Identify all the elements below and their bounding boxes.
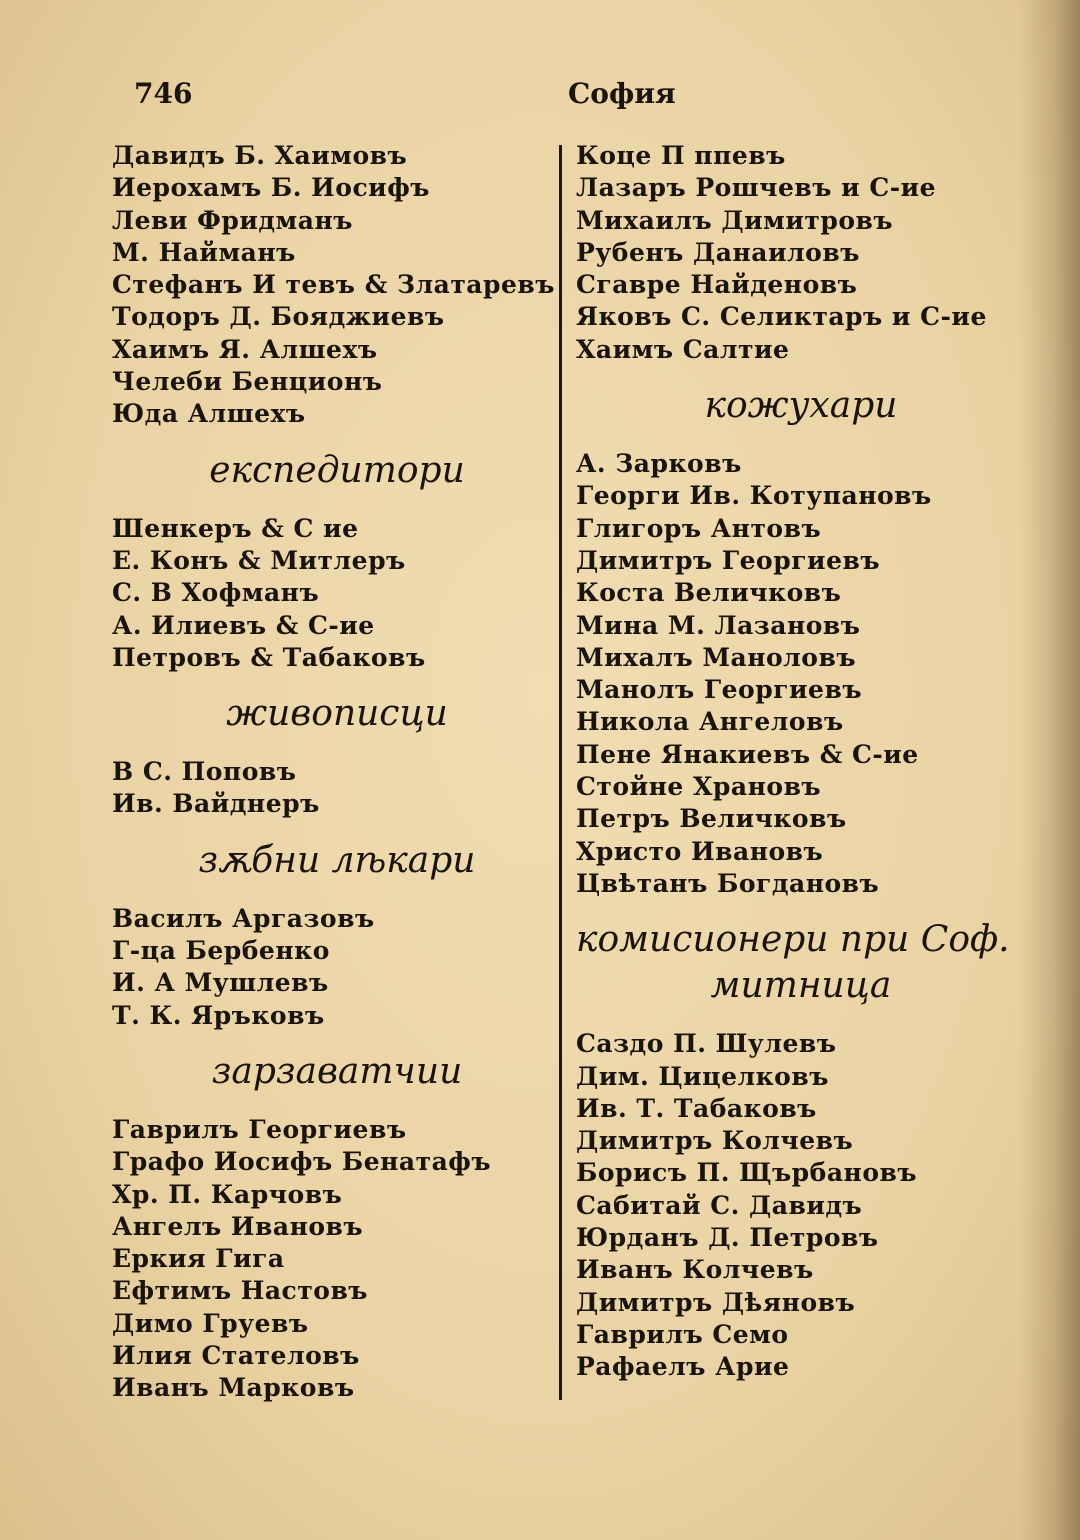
list-item: Челеби Бенционъ bbox=[112, 367, 383, 397]
list-item: Яковъ С. Селиктаръ и С-ие bbox=[576, 302, 987, 332]
list-item: Стойне Храновъ bbox=[576, 772, 822, 802]
list-item: Димитръ Дѣяновъ bbox=[576, 1287, 856, 1317]
section-heading-dentists: зѫбни лѣкари bbox=[198, 839, 476, 881]
list-item: Димитръ Георгиевъ bbox=[576, 545, 881, 575]
list-item: Ангелъ Ивановъ bbox=[112, 1211, 364, 1241]
list-item: Юрданъ Д. Петровъ bbox=[576, 1223, 879, 1253]
list-item: Никола Ангеловъ bbox=[576, 707, 844, 737]
list-item: Шенкеръ & С ие bbox=[112, 513, 359, 543]
list-item: Стефанъ И тевъ & Златаревъ bbox=[112, 270, 555, 300]
list-item: Михалъ Маноловъ bbox=[576, 642, 857, 672]
list-item: Иванъ Марковъ bbox=[112, 1373, 355, 1403]
list-item: Димитръ Колчевъ bbox=[576, 1126, 854, 1156]
list-item: Коста Величковъ bbox=[576, 578, 842, 608]
list-item: Гаврилъ Георгиевъ bbox=[112, 1114, 407, 1144]
list-item: Давидъ Б. Хаимовъ bbox=[112, 141, 408, 170]
list-item: Ив. Вайднеръ bbox=[112, 789, 320, 819]
list-item: Михаилъ Димитровъ bbox=[576, 205, 894, 235]
list-item: М. Найманъ bbox=[112, 237, 296, 267]
list-item: Георги Ив. Котупановъ bbox=[576, 481, 932, 511]
list-item: Коце П ппевъ bbox=[576, 141, 786, 170]
section-heading-expeditors: експедитори bbox=[209, 449, 465, 491]
section-heading-customs-brokers: комисионери при Соф. bbox=[576, 919, 1010, 961]
list-item: Юда Алшехъ bbox=[112, 399, 306, 429]
list-item: Христо Ивановъ bbox=[576, 836, 824, 866]
list-item: Хаимъ Я. Алшехъ bbox=[112, 334, 378, 364]
list-item: А. Зарковъ bbox=[576, 449, 742, 479]
list-item: Борисъ П. Щърбановъ bbox=[576, 1158, 918, 1188]
list-item: Ив. Т. Табаковъ bbox=[576, 1093, 817, 1123]
list-item: С. В Хофманъ bbox=[112, 578, 320, 608]
list-item: Петръ Величковъ bbox=[576, 804, 847, 834]
list-item: Леви Фридманъ bbox=[112, 205, 353, 235]
list-item: Илия Стателовъ bbox=[112, 1341, 360, 1371]
right-column bbox=[576, 140, 1026, 1384]
list-item: Иванъ Колчевъ bbox=[576, 1255, 814, 1285]
list-item: Е. Конъ & Митлеръ bbox=[112, 545, 406, 575]
page-number: 746 bbox=[134, 77, 193, 110]
list-item: Лазаръ Рошчевъ и С-ие bbox=[576, 173, 937, 203]
left-column bbox=[112, 140, 562, 1405]
list-item: Г-ца Бербенко bbox=[112, 936, 330, 966]
running-head: София bbox=[568, 77, 676, 110]
section-heading-greengrocers: зарзаватчии bbox=[211, 1050, 463, 1092]
list-item: Гаврилъ Семо bbox=[576, 1319, 789, 1349]
list-item: Ефтимъ Настовъ bbox=[112, 1276, 368, 1306]
list-item: Пене Янакиевъ & С-ие bbox=[576, 739, 919, 769]
list-item: Хаимъ Салтие bbox=[576, 334, 790, 364]
list-item: Рубенъ Данаиловъ bbox=[576, 237, 860, 267]
list-item: Глигоръ Антовъ bbox=[576, 513, 822, 543]
section-heading-furriers: кожухари bbox=[704, 385, 898, 427]
list-item: И. А Мушлевъ bbox=[112, 968, 329, 998]
section-heading-customs-brokers-line2: митница bbox=[710, 965, 892, 1007]
list-item: Т. К. Яръковъ bbox=[112, 1000, 325, 1030]
list-item: А. Илиевъ & С-ие bbox=[112, 610, 375, 640]
list-item: Иерохамъ Б. Иосифъ bbox=[112, 173, 430, 203]
list-item: Василъ Аргазовъ bbox=[112, 903, 375, 933]
list-item: Хр. П. Карчовъ bbox=[112, 1179, 343, 1209]
list-item: Цвѣтанъ Богдановъ bbox=[576, 868, 880, 898]
list-item: В С. Поповъ bbox=[112, 757, 297, 787]
page-edge-shadow bbox=[1020, 0, 1080, 1540]
list-item: Еркия Гига bbox=[112, 1244, 285, 1274]
list-item: Сабитай С. Давидъ bbox=[576, 1190, 863, 1220]
list-item: Манолъ Георгиевъ bbox=[576, 675, 862, 705]
list-item: Тодоръ Д. Бояджиевъ bbox=[112, 302, 445, 332]
list-item: Димо Груевъ bbox=[112, 1308, 309, 1338]
list-item: Петровъ & Табаковъ bbox=[112, 642, 426, 672]
list-item: Дим. Цицелковъ bbox=[576, 1061, 829, 1091]
list-item: Графо Иосифъ Бенатафъ bbox=[112, 1147, 492, 1177]
list-item: Мина М. Лазановъ bbox=[576, 610, 861, 640]
section-heading-painters: живописци bbox=[226, 693, 448, 735]
list-item: Саздо П. Шулевъ bbox=[576, 1029, 837, 1059]
list-item: Сгавре Найденовъ bbox=[576, 270, 858, 300]
list-item: Рафаелъ Арие bbox=[576, 1352, 790, 1382]
